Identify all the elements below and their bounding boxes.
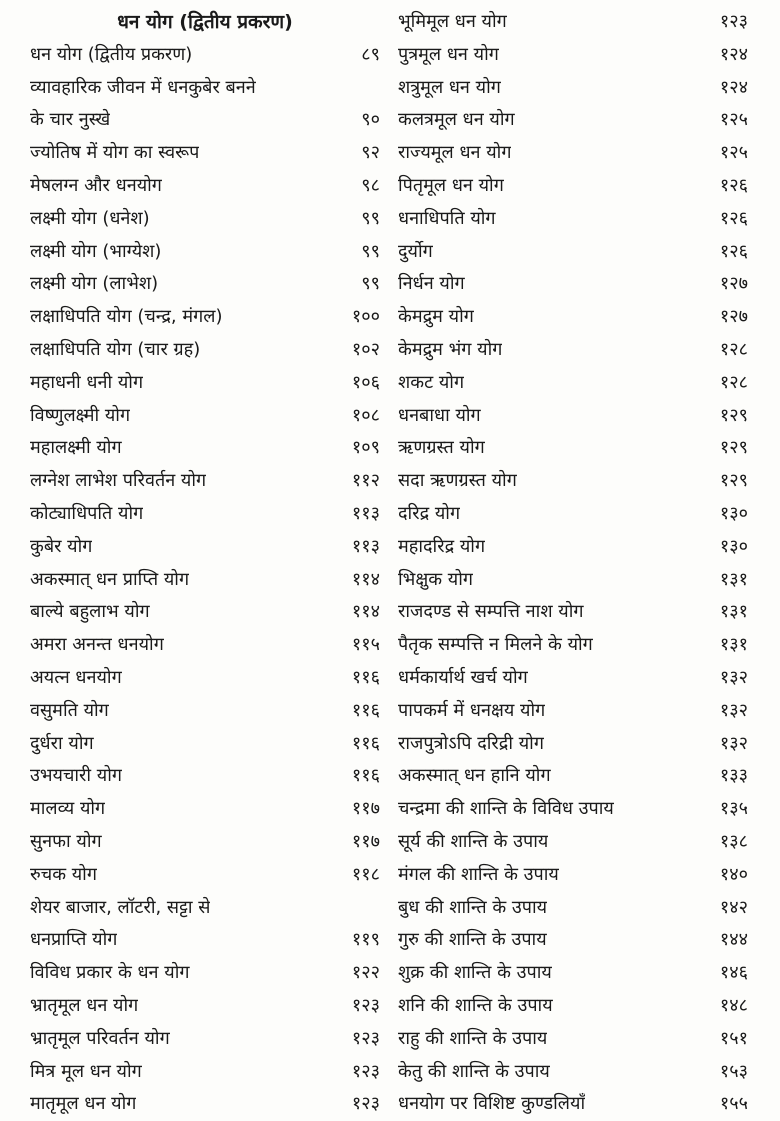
entry-title: धनयोग पर विशिष्ट कुण्डलियाँ — [398, 1093, 586, 1115]
entry-page-number: १२४ — [719, 43, 748, 65]
entry-title: वसुमति योग — [30, 699, 109, 721]
entry-page-number: १४६ — [719, 962, 748, 984]
entry-page-number: १३३ — [719, 765, 748, 787]
toc-entry — [398, 465, 748, 498]
entry-title: राजदण्ड से सम्पत्ति नाश योग — [398, 601, 584, 623]
toc-left-column — [30, 6, 380, 1121]
entry-page-number: १२६ — [719, 240, 748, 262]
entry-page-number: १३१ — [719, 634, 748, 656]
entry-page-number — [340, 72, 380, 105]
entry-page-number: ९० — [361, 109, 380, 131]
entry-title: पापकर्म में धनक्षय योग — [398, 699, 546, 721]
toc-entry — [398, 236, 748, 269]
toc-entry — [398, 203, 748, 236]
toc-entry — [30, 760, 380, 793]
toc-entry — [30, 236, 380, 269]
toc-entry — [398, 662, 748, 695]
entry-title: मंगल की शान्ति के उपाय — [398, 863, 559, 885]
entry-title: सूर्य की शान्ति के उपाय — [398, 830, 549, 852]
toc-entry — [30, 498, 380, 531]
toc-entry — [30, 432, 380, 465]
toc-entry — [398, 629, 748, 662]
toc-entry — [30, 662, 380, 695]
entry-page-number: १३१ — [719, 601, 748, 623]
entry-title: शुक्र की शान्ति के उपाय — [398, 962, 552, 984]
toc-entry — [398, 990, 748, 1023]
toc-entry — [30, 531, 380, 564]
toc-entry — [30, 465, 380, 498]
entry-page-number — [340, 892, 380, 925]
entry-title: केतु की शान्ति के उपाय — [398, 1060, 550, 1082]
entry-page-number: १३८ — [719, 830, 748, 852]
entry-title: महादरिद्र योग — [398, 535, 486, 557]
entry-page-number: ११६ — [351, 765, 380, 787]
entry-title: राहु की शान्ति के उपाय — [398, 1027, 548, 1049]
toc-entry — [398, 826, 748, 859]
toc-entry — [398, 104, 748, 137]
toc-entry — [398, 498, 748, 531]
entry-page-number: १२३ — [351, 1027, 380, 1049]
entry-page-number: १५३ — [719, 1060, 748, 1082]
toc-entry — [398, 564, 748, 597]
entry-page-number: ११६ — [351, 699, 380, 721]
entry-page-number: १२८ — [719, 371, 748, 393]
entry-page-number: १२३ — [351, 1093, 380, 1115]
entry-page-number: १२५ — [719, 109, 748, 131]
entry-title: कलत्रमूल धन योग — [398, 109, 515, 131]
toc-entry — [30, 957, 380, 990]
toc-entry — [30, 334, 380, 367]
entry-page-number: ९२ — [361, 142, 380, 164]
entry-page-number: १०० — [351, 306, 380, 328]
entry-title: अकस्मात् धन हानि योग — [398, 765, 551, 787]
entry-title: पुत्रमूल धन योग — [398, 43, 499, 65]
toc-entry — [398, 39, 748, 72]
toc-entry — [30, 268, 380, 301]
toc-entry — [30, 39, 380, 72]
toc-entry — [30, 892, 380, 925]
toc-entry — [30, 203, 380, 236]
entry-title: धनबाधा योग — [398, 404, 481, 426]
toc-entry — [30, 629, 380, 662]
toc-entry — [398, 137, 748, 170]
toc-entry — [398, 760, 748, 793]
toc-entry — [30, 367, 380, 400]
entry-title: उभयचारी योग — [30, 765, 123, 787]
entry-page-number: १५१ — [719, 1027, 748, 1049]
toc-entry — [398, 367, 748, 400]
entry-page-number: १४८ — [719, 994, 748, 1016]
toc-entry — [30, 170, 380, 203]
toc-entry — [30, 826, 380, 859]
entry-title: सदा ऋणग्रस्त योग — [398, 470, 517, 492]
toc-entry — [30, 1088, 380, 1121]
entry-page-number: १४० — [719, 863, 748, 885]
entry-title: लग्नेश लाभेश परिवर्तन योग — [30, 470, 207, 492]
entry-title: लक्षाधिपति योग (चार ग्रह) — [30, 338, 201, 360]
entry-page-number: १०६ — [351, 371, 380, 393]
entry-page-number: ९९ — [361, 207, 380, 229]
entry-title: गुरु की शान्ति के उपाय — [398, 929, 547, 951]
entry-title: मातृमूल धन योग — [30, 1093, 137, 1115]
entry-title: सुनफा योग — [30, 830, 102, 852]
entry-title: लक्षाधिपति योग (चन्द्र, मंगल) — [30, 306, 223, 328]
toc-entry — [398, 728, 748, 761]
entry-title: राज्यमूल धन योग — [398, 142, 512, 164]
entry-page-number: १३२ — [719, 666, 748, 688]
entry-title: कोट्याधिपति योग — [30, 502, 144, 524]
entry-page-number: १३२ — [719, 732, 748, 754]
toc-entry — [30, 728, 380, 761]
toc-entry — [30, 990, 380, 1023]
entry-title: शत्रुमूल धन योग — [398, 76, 501, 98]
entry-title: अमरा अनन्त धनयोग — [30, 634, 164, 656]
toc-entry — [30, 137, 380, 170]
toc-entry — [398, 892, 748, 925]
entry-page-number: ११९ — [351, 929, 380, 951]
entry-page-number: १२२ — [351, 962, 380, 984]
entry-page-number: ८९ — [361, 43, 380, 65]
toc-entry — [398, 1023, 748, 1056]
entry-title: व्यावहारिक जीवन में धनकुबेर बनने — [30, 76, 256, 98]
entry-title: दुर्योग — [398, 240, 433, 262]
entry-page-number: १३५ — [719, 798, 748, 820]
toc-entry — [398, 72, 748, 105]
toc-entry — [398, 400, 748, 433]
entry-title: केमद्रुम योग — [398, 306, 474, 328]
entry-page-number: १३१ — [719, 568, 748, 590]
entry-title: भ्रातृमूल परिवर्तन योग — [30, 1027, 170, 1049]
toc-entry — [398, 531, 748, 564]
toc-entry — [398, 170, 748, 203]
entry-title: शेयर बाजार, लॉटरी, सट्टा से — [30, 896, 211, 918]
section-heading: धन योग (द्वितीय प्रकरण) — [117, 11, 293, 33]
toc-entry — [398, 596, 748, 629]
entry-page-number: १४२ — [719, 896, 748, 918]
entry-page-number: ११३ — [351, 535, 380, 557]
entry-page-number: १२९ — [719, 404, 748, 426]
entry-title: धनाधिपति योग — [398, 207, 496, 229]
toc-entry — [398, 695, 748, 728]
entry-title: भ्रातृमूल धन योग — [30, 994, 139, 1016]
toc-entry — [398, 268, 748, 301]
entry-page-number: ११७ — [351, 830, 380, 852]
entry-title: लक्ष्मी योग (धनेश) — [30, 207, 150, 229]
entry-page-number: १२८ — [719, 338, 748, 360]
entry-title: मालव्य योग — [30, 798, 106, 820]
entry-title: विविध प्रकार के धन योग — [30, 962, 190, 984]
entry-title: धन योग (द्वितीय प्रकरण) — [30, 43, 193, 65]
entry-title: विष्णुलक्ष्मी योग — [30, 404, 131, 426]
entry-title: महालक्ष्मी योग — [30, 437, 122, 459]
toc-entry — [30, 301, 380, 334]
entry-title: शकट योग — [398, 371, 465, 393]
entry-page-number: १२६ — [719, 207, 748, 229]
entry-page-number: १४४ — [719, 929, 748, 951]
toc-right-column — [398, 6, 748, 1121]
entry-title: शनि की शान्ति के उपाय — [398, 994, 553, 1016]
toc-entry — [30, 924, 380, 957]
entry-page-number: ९९ — [361, 240, 380, 262]
entry-page-number: १२६ — [719, 174, 748, 196]
entry-title: महाधनी धनी योग — [30, 371, 144, 393]
entry-page-number: १२३ — [351, 1060, 380, 1082]
entry-title: ऋणग्रस्त योग — [398, 437, 485, 459]
entry-page-number: १२९ — [719, 470, 748, 492]
entry-page-number: १०९ — [351, 437, 380, 459]
entry-title: अयत्न धनयोग — [30, 666, 122, 688]
entry-page-number: ९८ — [361, 174, 380, 196]
entry-title: ज्योतिष में योग का स्वरूप — [30, 142, 200, 164]
toc-left-entries — [30, 39, 380, 1121]
entry-title: बाल्ये बहुलाभ योग — [30, 601, 150, 623]
entry-title: भूमिमूल धन योग — [398, 11, 507, 32]
toc-right-entries — [398, 6, 748, 1121]
toc-entry — [398, 859, 748, 892]
toc-entry — [30, 1056, 380, 1089]
toc-entry — [398, 301, 748, 334]
entry-page-number: ११४ — [351, 568, 380, 590]
entry-page-number: १०२ — [351, 338, 380, 360]
entry-page-number: १२५ — [719, 142, 748, 164]
entry-title: चन्द्रमा की शान्ति के विविध उपाय — [398, 798, 614, 820]
entry-page-number: १२३ — [719, 11, 748, 32]
entry-title: भिक्षुक योग — [398, 568, 474, 590]
entry-page-number: ११६ — [351, 732, 380, 754]
toc-entry — [398, 6, 748, 39]
entry-title: मित्र मूल धन योग — [30, 1060, 142, 1082]
entry-page-number: १३२ — [719, 699, 748, 721]
entry-title: राजपुत्रोऽपि दरिद्री योग — [398, 732, 544, 754]
entry-page-number: १३० — [719, 502, 748, 524]
entry-page-number: ११६ — [351, 666, 380, 688]
entry-page-number: ११३ — [351, 502, 380, 524]
entry-title: लक्ष्मी योग (लाभेश) — [30, 273, 159, 295]
entry-page-number: ११७ — [351, 798, 380, 820]
toc-entry — [398, 1088, 748, 1121]
entry-page-number: १०८ — [351, 404, 380, 426]
toc-entry — [30, 859, 380, 892]
entry-page-number: ९९ — [361, 273, 380, 295]
toc-entry — [398, 1056, 748, 1089]
entry-title: मेषलग्न और धनयोग — [30, 174, 162, 196]
toc-entry — [398, 924, 748, 957]
toc-entry — [398, 432, 748, 465]
entry-title: रुचक योग — [30, 863, 97, 885]
entry-title: दरिद्र योग — [398, 502, 461, 524]
entry-page-number: १२३ — [351, 994, 380, 1016]
entry-title: लक्ष्मी योग (भाग्येश) — [30, 240, 162, 262]
entry-title: पितृमूल धन योग — [398, 174, 504, 196]
entry-title: कुबेर योग — [30, 535, 93, 557]
toc-entry — [30, 564, 380, 597]
toc-entry — [398, 957, 748, 990]
entry-page-number: १२४ — [719, 76, 748, 98]
entry-page-number: १३० — [719, 535, 748, 557]
entry-title: अकस्मात् धन प्राप्ति योग — [30, 568, 190, 590]
entry-page-number: ११४ — [351, 601, 380, 623]
toc-entry — [30, 1023, 380, 1056]
entry-title: केमद्रुम भंग योग — [398, 338, 503, 360]
toc-entry — [30, 695, 380, 728]
entry-page-number: १५५ — [719, 1093, 748, 1115]
toc-entry — [30, 596, 380, 629]
entry-page-number: ११५ — [351, 634, 380, 656]
entry-title: के चार नुस्खे — [30, 109, 111, 131]
entry-title: निर्धन योग — [398, 273, 465, 295]
entry-title: धर्मकार्यार्थ खर्च योग — [398, 666, 528, 688]
toc-entry — [30, 72, 380, 105]
entry-title: धनप्राप्ति योग — [30, 929, 118, 951]
entry-page-number: १२९ — [719, 437, 748, 459]
toc-entry — [30, 400, 380, 433]
toc-entry — [398, 334, 748, 367]
entry-page-number: ११८ — [351, 863, 380, 885]
toc-entry — [30, 104, 380, 137]
entry-page-number: ११२ — [351, 470, 380, 492]
toc-entry — [30, 793, 380, 826]
toc-entry — [398, 793, 748, 826]
entry-title: पैतृक सम्पत्ति न मिलने के योग — [398, 634, 593, 656]
entry-page-number: १२७ — [719, 273, 748, 295]
entry-page-number: १२७ — [719, 306, 748, 328]
entry-title: बुध की शान्ति के उपाय — [398, 896, 548, 918]
entry-title: दुर्धरा योग — [30, 732, 94, 754]
